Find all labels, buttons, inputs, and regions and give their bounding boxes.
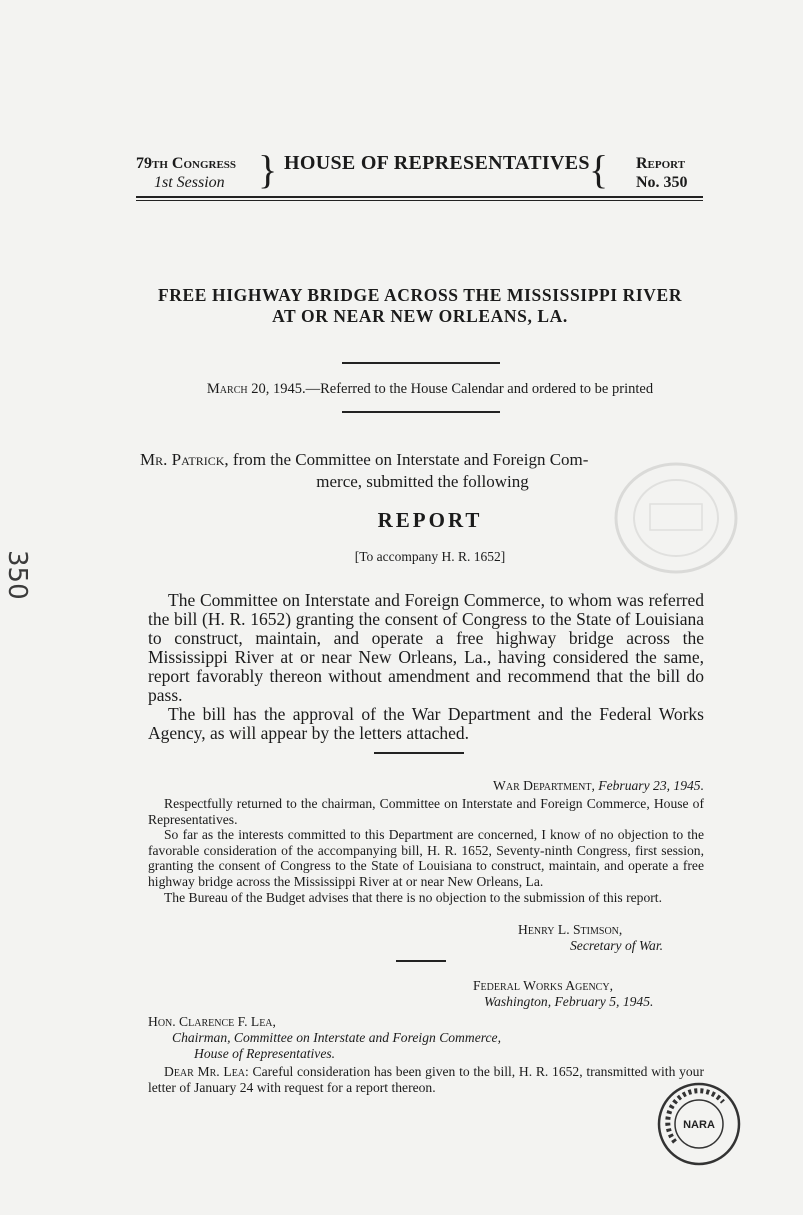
report-body bbox=[148, 591, 704, 743]
nara-seal-label: NARA bbox=[683, 1119, 715, 1131]
divider-1 bbox=[342, 362, 500, 364]
war-dept-letter bbox=[148, 796, 704, 905]
fwa-salutation: Dear Mr. Lea: bbox=[164, 1064, 249, 1079]
header-rule-thin bbox=[136, 200, 703, 201]
body-paragraph-1: The Committee on Interstate and Foreign Commerce, to whom was referred the bill (H. R. 1652) granting the consent of Congress to the State of Louisiana to construct, maintain, and operate a free highway bridge across the Mississippi River at or near New Orleans, La., having considered the same, report favorably thereon without amendment and recommend that the bill do pass. bbox=[148, 590, 704, 705]
war-dept-date: February 23, 1945. bbox=[598, 778, 704, 793]
war-letter-para-1: Respectfully returned to the chairman, Committee on Interstate and Foreign Commerce, House of Representatives. bbox=[148, 796, 704, 827]
report-number: No. 350 bbox=[636, 174, 688, 191]
war-letter-para-3: The Bureau of the Budget advises that there is no objection to the submission of this report. bbox=[164, 889, 662, 905]
report-title bbox=[120, 285, 720, 327]
submitted-line-1: from the Committee on Interstate and Foreign Com- bbox=[232, 450, 589, 469]
handwritten-margin-note: 350 bbox=[2, 550, 32, 600]
header-rule-thick bbox=[136, 196, 703, 198]
fwa-addressee-title: Chairman, Committee on Interstate and Foreign Commerce, bbox=[172, 1030, 501, 1045]
title-line-2: AT OR NEAR NEW ORLEANS, LA. bbox=[272, 306, 568, 326]
fwa-text: Careful consideration has been given to the bill, H. R. 1652, transmitted with your letter of January 24 with request for a report thereon. bbox=[148, 1064, 704, 1095]
congress-session bbox=[136, 154, 236, 192]
war-signer-name: Henry L. Stimson, bbox=[518, 922, 623, 937]
member-name: Mr. Patrick, bbox=[140, 450, 229, 469]
congress-label: 79th Congress bbox=[136, 155, 237, 172]
fwa-addressee: Hon. Clarence F. Lea, bbox=[148, 1014, 276, 1029]
war-dept-dateline bbox=[300, 778, 704, 794]
fwa-dateline: Washington, February 5, 1945. bbox=[484, 994, 654, 1009]
report-number-block bbox=[636, 154, 688, 192]
session-label: 1st Session bbox=[154, 174, 225, 191]
right-brace-icon: { bbox=[589, 147, 609, 192]
referral-text: —Referred to the House Calendar and ordered to be printed bbox=[305, 381, 654, 397]
received-stamp-icon bbox=[610, 460, 745, 580]
chamber-title: HOUSE OF REPRESENTATIVES bbox=[284, 152, 590, 174]
submitted-line-2: merce, submitted the following bbox=[316, 472, 529, 491]
nara-library-seal-icon bbox=[655, 1080, 743, 1168]
divider-3 bbox=[374, 752, 464, 754]
referral-date: March 20, 1945. bbox=[206, 381, 306, 397]
war-signer-title: Secretary of War. bbox=[570, 938, 664, 953]
report-header bbox=[136, 147, 701, 198]
fwa-agency: Federal Works Agency, bbox=[473, 978, 613, 993]
war-dept-name: War Department, bbox=[493, 778, 595, 793]
report-label: Report bbox=[636, 155, 686, 172]
fwa-letter-body bbox=[148, 1064, 704, 1095]
war-letter-para-2: So far as the interests committed to this Department are concerned, I know of no objection to the favorable consideration of the accompanying bill, H. R. 1652, Seventy-ninth Congress, first session, granting the consent of Congress to the State of Louisiana to construct, maintain, and operate a free highway bridge across the Mississippi River at or near New Orleans, La. bbox=[148, 827, 704, 889]
left-brace-icon: } bbox=[258, 147, 278, 192]
divider-4 bbox=[396, 960, 446, 962]
divider-2 bbox=[342, 411, 500, 413]
body-paragraph-2: The bill has the approval of the War Department and the Federal Works Agency, as will appear by the letters attached. bbox=[148, 704, 704, 743]
calendar-referral bbox=[100, 381, 760, 398]
title-line-1: FREE HIGHWAY BRIDGE ACROSS THE MISSISSIPPI RIVER bbox=[157, 285, 683, 305]
fwa-addressee-house: House of Representatives. bbox=[194, 1046, 336, 1061]
accompany-note: [To accompany H. R. 1652] bbox=[354, 549, 506, 564]
report-heading: REPORT bbox=[377, 508, 483, 532]
